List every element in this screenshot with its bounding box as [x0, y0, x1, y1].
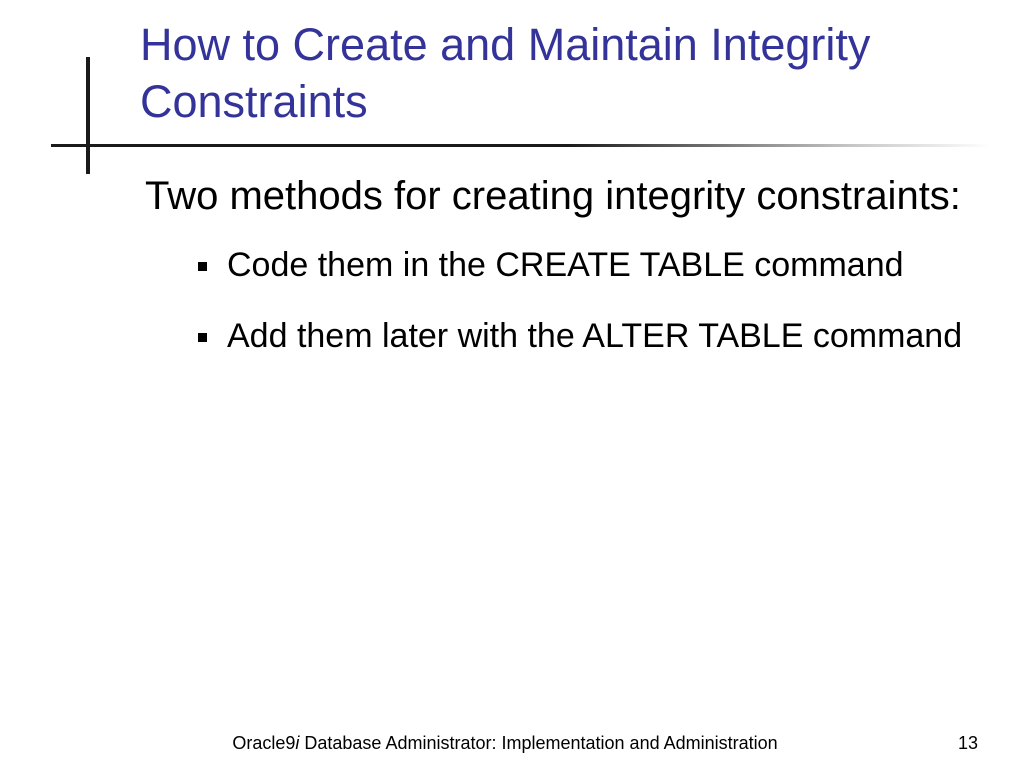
slide-footer [0, 731, 1010, 755]
slide-body [145, 170, 965, 384]
bullet-text: Code them in the CREATE TABLE command [227, 246, 904, 284]
square-bullet-icon [198, 333, 207, 342]
footer-italic: i [295, 733, 300, 753]
intro-text: Two methods for creating integrity constraints: [145, 174, 961, 218]
page-number: 13 [958, 733, 979, 753]
bullet-item [145, 313, 965, 360]
bullet-text: Add them later with the ALTER TABLE command [227, 317, 963, 355]
slide-title: How to Create and Maintain Integrity Constraints [140, 19, 871, 127]
footer-suffix: Database Administrator: Implementation and Administration [299, 733, 778, 753]
bullet-list [145, 242, 965, 360]
square-bullet-icon [198, 262, 207, 271]
footer-text [232, 731, 777, 755]
bullet-item [145, 242, 965, 289]
footer-prefix: Oracle9 [232, 733, 296, 753]
horizontal-accent-line [51, 144, 991, 147]
vertical-accent-line [86, 57, 90, 174]
